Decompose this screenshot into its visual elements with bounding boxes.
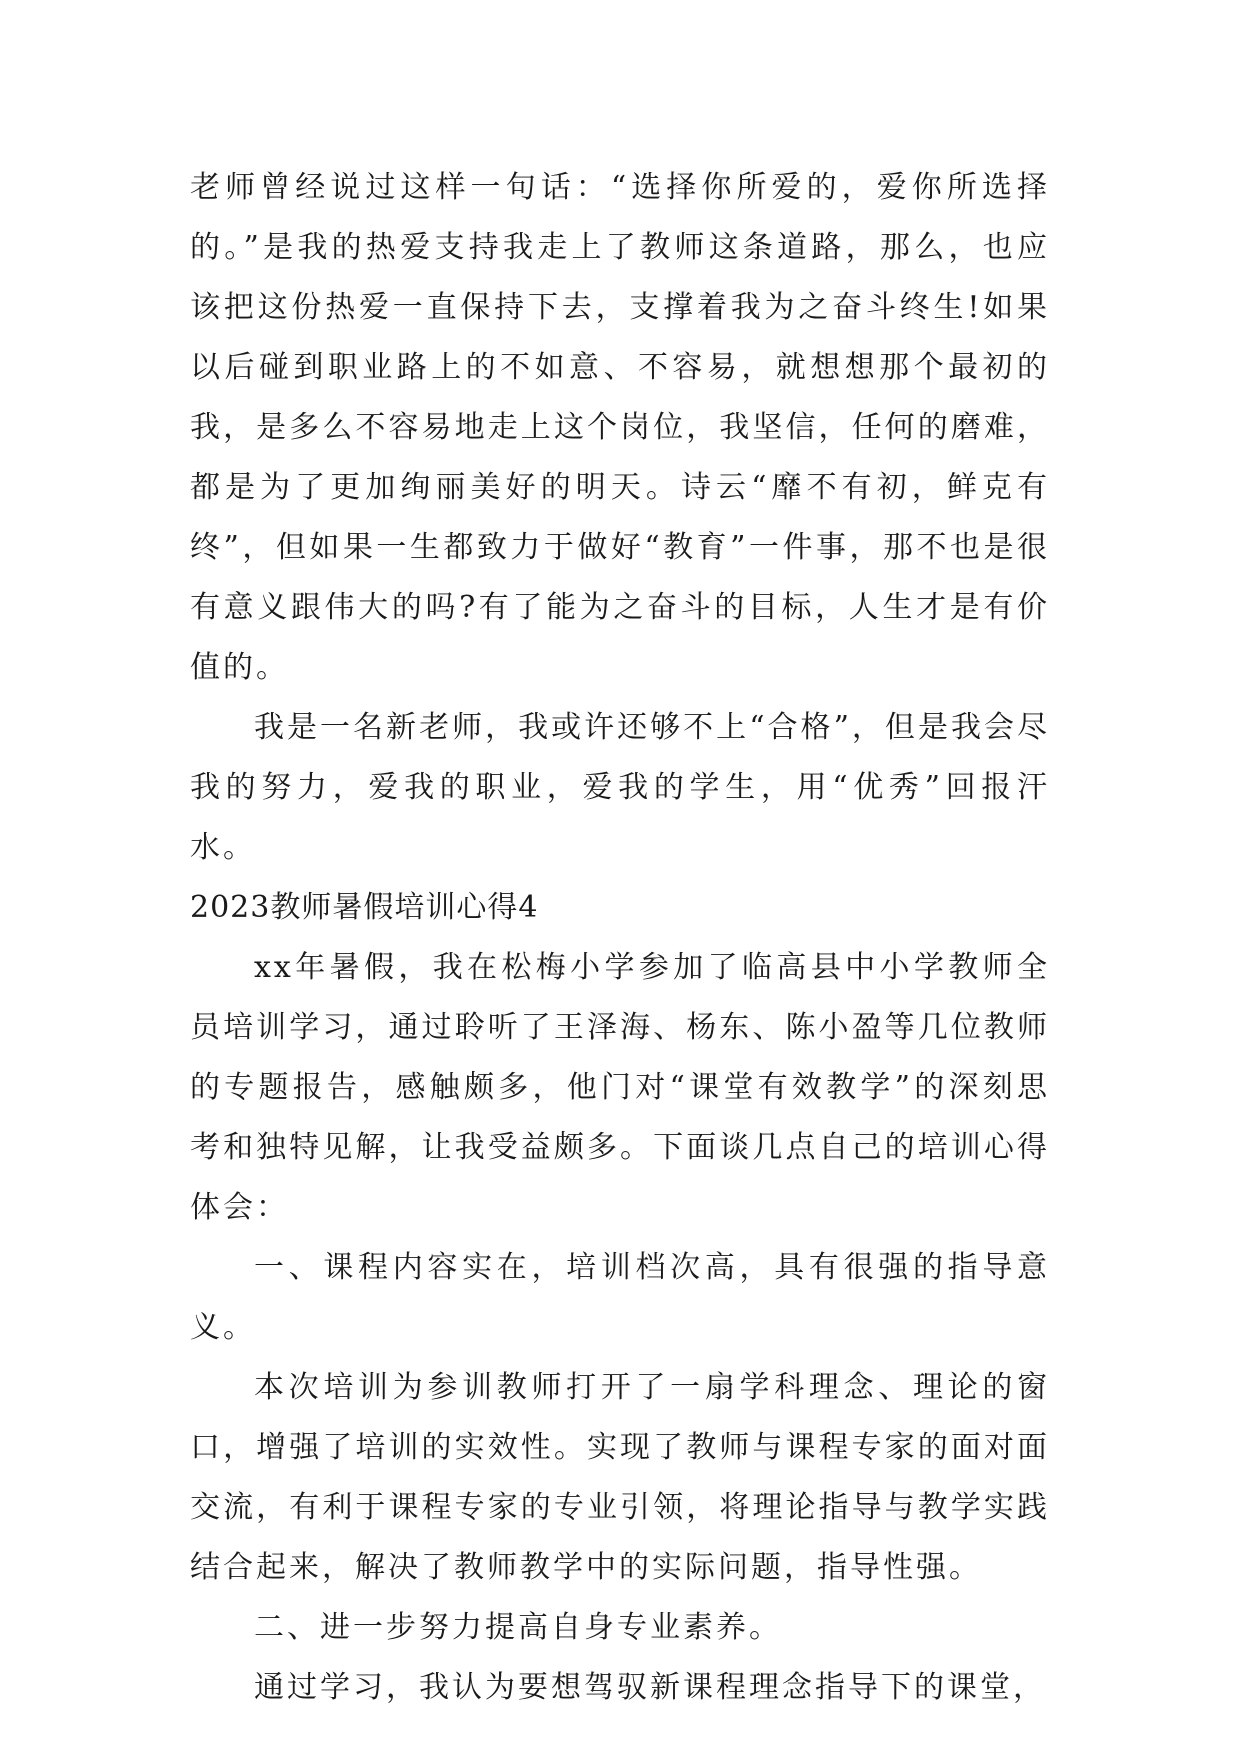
- paragraph-intro: 老师曾经说过这样一句话：“选择你所爱的，爱你所选择的。”是我的热爱支持我走上了教师这条道路，那么，也应该把这份热爱一直保持下去，支撑着我为之奋斗终生!如果以后碰到职业路上的不如意、不容易，就想想那个最初的我，是多么不容易地走上这个岗位，我坚信，任何的磨难，都是为了更加绚丽美好的明天。诗云“靡不有初，鲜克有终”，但如果一生都致力于做好“教育”一件事，那不也是很有意义跟伟大的吗?有了能为之奋斗的目标，人生才是有价值的。: [190, 170, 1050, 685]
- section-heading: 2023教师暑假培训心得4: [190, 890, 539, 925]
- paragraph-point-one-detail: 本次培训为参训教师打开了一扇学科理念、理论的窗口，增强了培训的实效性。实现了教师与课程专家的面对面交流，有利于课程专家的专业引领，将理论指导与教学实践结合起来，解决了教师教学中的实际问题，指导性强。: [190, 1370, 1050, 1585]
- paragraph-summer-training: xx年暑假，我在松梅小学参加了临高县中小学教师全员培训学习，通过聆听了王泽海、杨东、陈小盈等几位教师的专题报告，感触颇多，他门对“课堂有效教学”的深刻思考和独特见解，让我受益颇多。下面谈几点自己的培训心得体会：: [190, 950, 1050, 1225]
- paragraph-point-two-detail: 通过学习，我认为要想驾驭新课程理念指导下的课堂，: [254, 1670, 1046, 1705]
- paragraph-point-two: 二、进一步努力提高自身专业素养。: [254, 1610, 782, 1645]
- paragraph-new-teacher: 我是一名新老师，我或许还够不上“合格”，但是我会尽我的努力，爱我的职业，爱我的学生，用“优秀”回报汗水。: [190, 710, 1050, 865]
- document-body: [190, 158, 1050, 1718]
- paragraph-point-one: 一、课程内容实在，培训档次高，具有很强的指导意义。: [190, 1250, 1050, 1345]
